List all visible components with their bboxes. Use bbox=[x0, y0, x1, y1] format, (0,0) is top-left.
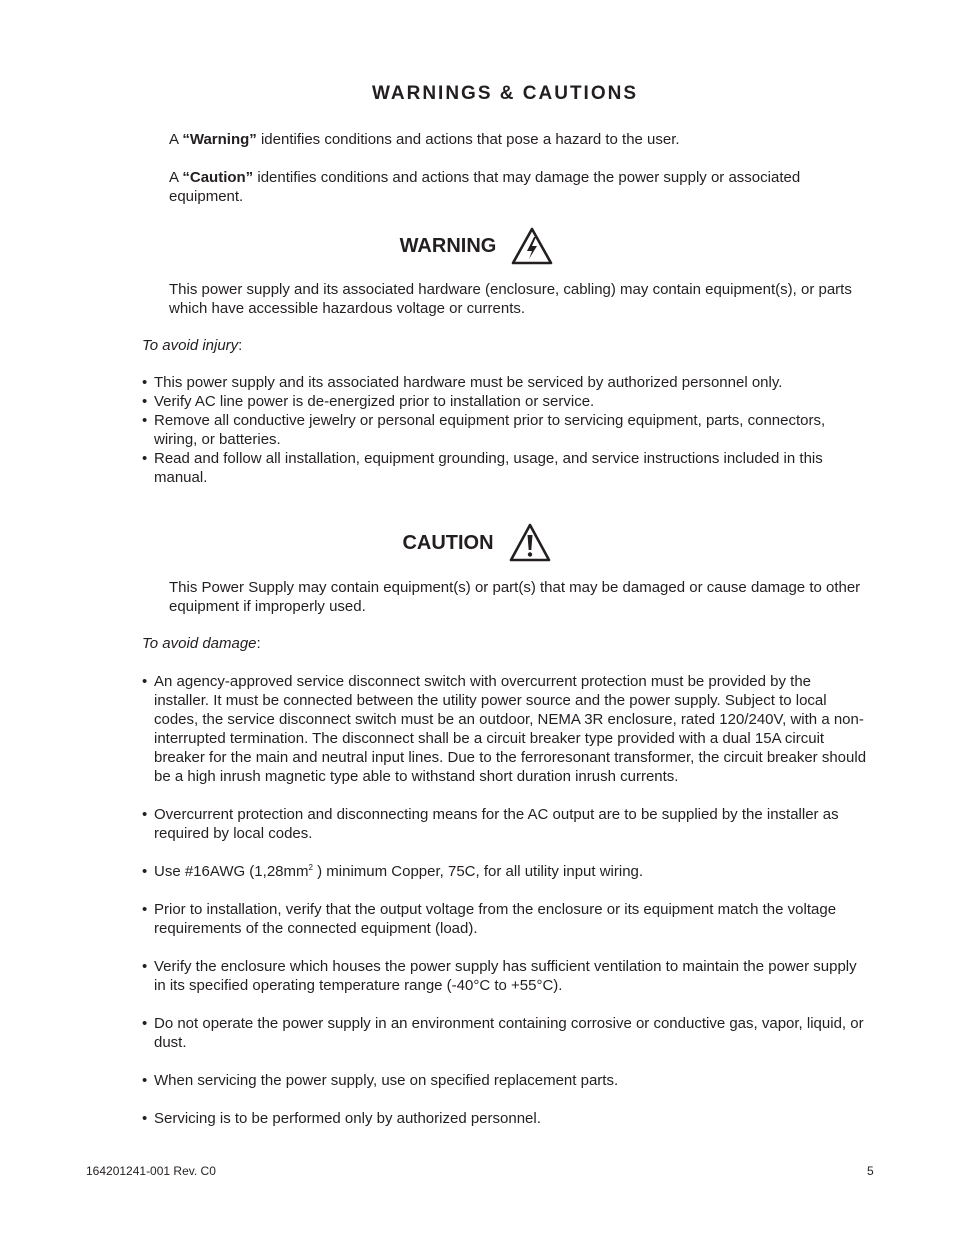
list-item: • Verify AC line power is de-energized prior to installation or service. bbox=[142, 392, 867, 411]
warning-intro: This power supply and its associated hardware (enclosure, cabling) may contain equipment(s), or parts which have accessible hazardous voltage or currents. bbox=[169, 281, 852, 317]
page-number: 5 bbox=[867, 1164, 874, 1178]
warning-heading bbox=[0, 226, 954, 266]
caution-heading-text: CAUTION bbox=[402, 531, 494, 554]
avoid-injury-label: To avoid injury: bbox=[142, 337, 243, 354]
list-item: • This power supply and its associated hardware must be serviced by authorized personnel only. bbox=[142, 373, 867, 392]
list-item: • Read and follow all installation, equipment grounding, usage, and service instructions included in this manual. bbox=[142, 449, 867, 487]
list-item: • When servicing the power supply, use on specified replacement parts. bbox=[142, 1071, 867, 1090]
list-item: • Overcurrent protection and disconnecting means for the AC output are to be supplied by the installer as required by local codes. bbox=[142, 805, 867, 843]
electrical-hazard-icon bbox=[510, 226, 554, 266]
warning-definition: A “Warning” identifies conditions and actions that pose a hazard to the user. bbox=[169, 131, 680, 148]
avoid-damage-label: To avoid damage: bbox=[142, 635, 261, 652]
warning-heading-text: WARNING bbox=[399, 234, 497, 257]
page-title: WARNINGS & CAUTIONS bbox=[372, 83, 638, 104]
list-item: • An agency-approved service disconnect switch with overcurrent protection must be provided by the installer. It must be connected between the utility power source and the power supply. Subject to local codes, the service disconnect switch must be an outdoor, NEMA 3R enclosure, rated 120/240V, with a non-interrupted termination. The disconnect shall be a circuit breaker type provided with a dual 15A circuit breaker for the main and neutral input lines. Due to the ferroresonant transformer, the circuit breaker should be a high inrush magnetic type able to withstand short duration inrush currents. bbox=[142, 672, 867, 786]
list-item: • Do not operate the power supply in an environment containing corrosive or conductive gas, vapor, liquid, or dust. bbox=[142, 1014, 867, 1052]
list-item: • Prior to installation, verify that the output voltage from the enclosure or its equipment match the voltage requirements of the connected equipment (load). bbox=[142, 900, 867, 938]
caution-heading bbox=[0, 522, 954, 564]
injury-bullet-list bbox=[142, 373, 867, 487]
list-item: • Remove all conductive jewelry or personal equipment prior to servicing equipment, parts, connectors, wiring, or batteries. bbox=[142, 411, 867, 449]
caution-definition: A “Caution” identifies conditions and actions that may damage the power supply or associated equipment. bbox=[169, 169, 801, 205]
caution-intro: This Power Supply may contain equipment(s) or part(s) that may be damaged or cause damage to other equipment if improperly used. bbox=[169, 579, 861, 615]
list-item: • Verify the enclosure which houses the power supply has sufficient ventilation to maintain the power supply in its specified operating temperature range (-40°C to +55°C). bbox=[142, 957, 867, 995]
document-number: 164201241-001 Rev. C0 bbox=[86, 1164, 216, 1178]
list-item: • Servicing is to be performed only by authorized personnel. bbox=[142, 1109, 867, 1128]
list-item: • Use #16AWG ($1,28mm^2$ ) minimum Copper, 75C, for all utility input wiring. bbox=[142, 862, 867, 881]
damage-bullet-list bbox=[142, 672, 867, 1147]
exclamation-warning-icon bbox=[508, 522, 552, 564]
